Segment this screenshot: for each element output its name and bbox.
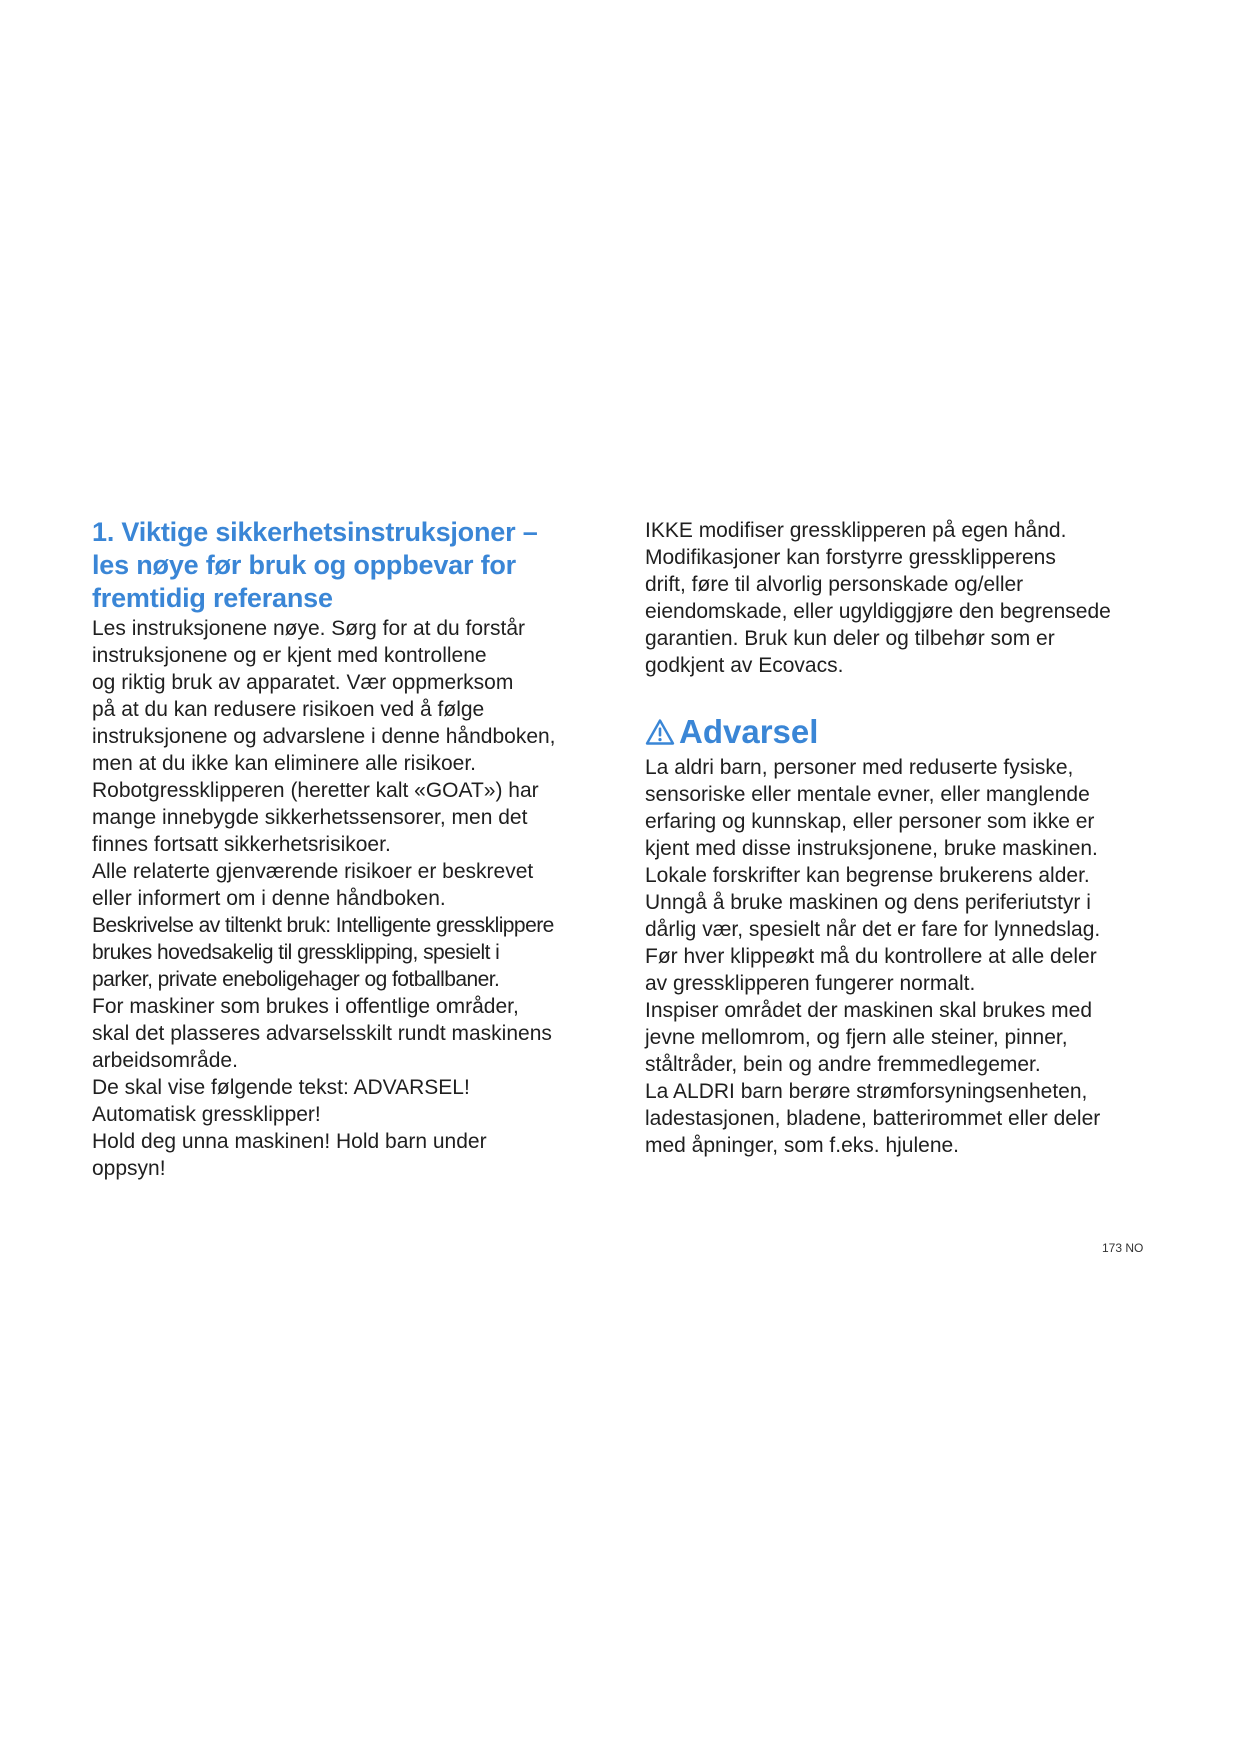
- text-line: La ALDRI barn berøre strømforsyningsenheten,: [645, 1080, 1088, 1103]
- text-line: godkjent av Ecovacs.: [645, 654, 844, 677]
- text-line: på at du kan redusere risikoen ved å følge: [92, 698, 485, 721]
- text-line: jevne mellomrom, og fjern alle steiner, pinner,: [645, 1026, 1068, 1049]
- text-line: instruksjonene og advarslene i denne håndboken,: [92, 725, 556, 748]
- text-line: drift, føre til alvorlig personskade og/eller: [645, 573, 1024, 596]
- text-line: parker, private eneboligehager og fotballbaner.: [92, 968, 500, 991]
- text-line: oppsyn!: [92, 1157, 166, 1180]
- warning-triangle-icon: [645, 718, 675, 746]
- text-line: med åpninger, som f.eks. hjulene.: [645, 1134, 960, 1157]
- text-line: instruksjonene og er kjent med kontrollene: [92, 644, 487, 667]
- text-line: Robotgressklipperen (heretter kalt «GOAT») har: [92, 779, 539, 802]
- text-line: dårlig vær, spesielt når det er fare for lynnedslag.: [645, 918, 1101, 941]
- text-line: brukes hovedsakelig til gressklipping, spesielt i: [92, 941, 500, 964]
- text-line: mange innebygde sikkerhetssensorer, men det: [92, 806, 528, 829]
- text-line: Alle relaterte gjenværende risikoer er beskrevet: [92, 860, 534, 883]
- text-line: Unngå å bruke maskinen og dens periferiutstyr i: [645, 891, 1091, 914]
- intended-use-paragraph: [92, 912, 612, 993]
- public-areas-paragraph: [92, 993, 612, 1182]
- modification-paragraph: [645, 517, 1165, 679]
- text-line: skal det plasseres advarselsskilt rundt maskinens: [92, 1022, 552, 1045]
- text-line: ladestasjonen, bladene, batterirommet eller deler: [645, 1107, 1101, 1130]
- warning-heading-text: Advarsel: [679, 713, 819, 750]
- left-column: [92, 516, 612, 1182]
- text-line: IKKE modifiser gressklipperen på egen hånd.: [645, 519, 1067, 542]
- text-line: Hold deg unna maskinen! Hold barn under: [92, 1130, 487, 1153]
- text-line: finnes fortsatt sikkerhetsrisikoer.: [92, 833, 391, 856]
- text-line: og riktig bruk av apparatet. Vær oppmerksom: [92, 671, 514, 694]
- text-line: kjent med disse instruksjonene, bruke maskinen.: [645, 837, 1098, 860]
- title-line: fremtidig referanse: [92, 583, 333, 613]
- text-line: Automatisk gressklipper!: [92, 1103, 321, 1126]
- text-line: Inspiser området der maskinen skal brukes med: [645, 999, 1093, 1022]
- right-column: [645, 517, 1165, 1159]
- text-line: ståltråder, bein og andre fremmedlegemer.: [645, 1053, 1041, 1076]
- text-line: Lokale forskrifter kan begrense brukerens alder.: [645, 864, 1090, 887]
- text-line: sensoriske eller mentale evner, eller manglende: [645, 783, 1090, 806]
- text-line: Før hver klippeøkt må du kontrollere at alle deler: [645, 945, 1097, 968]
- title-line: les nøye før bruk og oppbevar for: [92, 550, 516, 580]
- title-line: 1. Viktige sikkerhetsinstruksjoner –: [92, 517, 538, 547]
- text-line: eiendomskade, eller ugyldiggjøre den begrensede: [645, 600, 1111, 623]
- text-line: Les instruksjonene nøye. Sørg for at du forstår: [92, 617, 526, 640]
- text-line: For maskiner som brukes i offentlige områder,: [92, 995, 519, 1018]
- warning-heading: [645, 712, 1165, 752]
- intro-paragraph: [92, 615, 612, 912]
- text-line: men at du ikke kan eliminere alle risikoer.: [92, 752, 477, 775]
- section-title: [92, 516, 612, 615]
- text-line: garantien. Bruk kun deler og tilbehør som er: [645, 627, 1055, 650]
- text-line: av gressklipperen fungerer normalt.: [645, 972, 976, 995]
- text-line: Beskrivelse av tiltenkt bruk: Intelligente gressklippere: [92, 914, 554, 937]
- text-line: Modifikasjoner kan forstyrre gressklipperens: [645, 546, 1056, 569]
- text-line: erfaring og kunnskap, eller personer som ikke er: [645, 810, 1095, 833]
- text-line: eller informert om i denne håndboken.: [92, 887, 446, 910]
- text-line: arbeidsområde.: [92, 1049, 238, 1072]
- text-line: La aldri barn, personer med reduserte fysiske,: [645, 756, 1074, 779]
- page-number: 173 NO: [1102, 1241, 1144, 1255]
- warning-paragraph: [645, 754, 1165, 1159]
- text-line: De skal vise følgende tekst: ADVARSEL!: [92, 1076, 470, 1099]
